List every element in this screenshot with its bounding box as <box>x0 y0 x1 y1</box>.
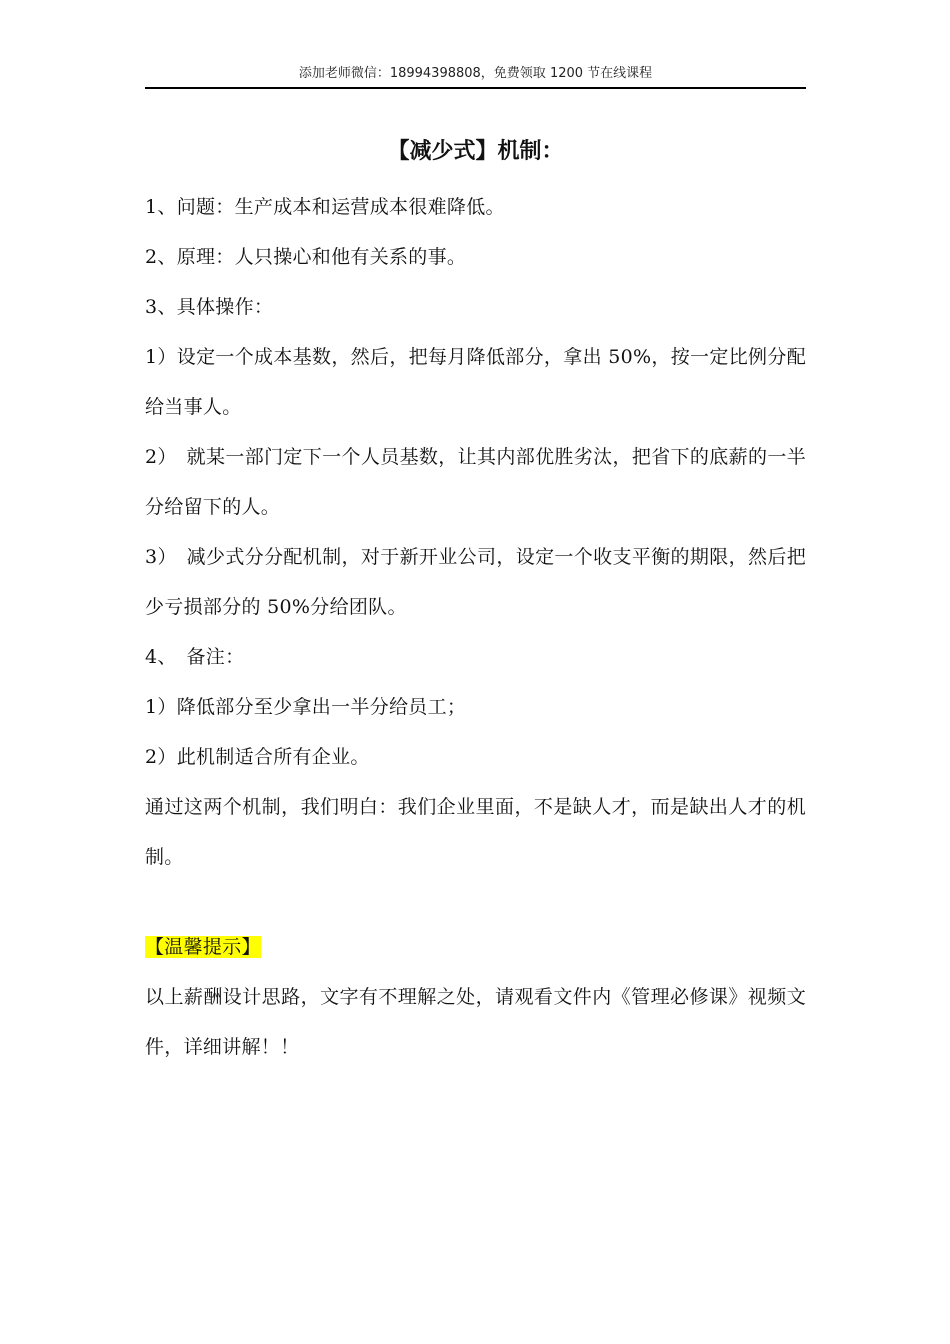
document-body <box>145 182 806 1072</box>
paragraph-note-2: 2）此机制适合所有企业。 <box>145 746 370 768</box>
page-header: 添加老师微信：18994398808，免费领取 1200 节在线课程 <box>298 66 653 81</box>
spacer <box>145 882 806 922</box>
paragraph-operation-heading: 3、具体操作： <box>145 296 274 318</box>
paragraph-problem: 1、问题：生产成本和运营成本很难降低。 <box>145 196 505 218</box>
paragraph-operation-1: 1）设定一个成本基数，然后，把每月降低部分，拿出 50%，按一定比例分配给当事人。 <box>145 346 806 418</box>
tip-text: 以上薪酬设计思路，文字有不理解之处，请观看文件内《管理必修课》视频文件，详细讲解！！ <box>145 986 806 1058</box>
paragraph-operation-3: 3） 减少式分分配机制，对于新开业公司，设定一个收支平衡的期限，然后把少亏损部分的 50%分给团队。 <box>145 546 806 618</box>
paragraph-notes-heading: 4、 备注： <box>145 646 245 668</box>
paragraph-principle: 2、原理：人只操心和他有关系的事。 <box>145 246 467 268</box>
tip-label: 【温馨提示】 <box>145 936 261 958</box>
paragraph-conclusion: 通过这两个机制，我们明白：我们企业里面，不是缺人才，而是缺出人才的机制。 <box>145 796 806 868</box>
paragraph-note-1: 1）降低部分至少拿出一半分给员工； <box>145 696 467 718</box>
paragraph-operation-2: 2） 就某一部门定下一个人员基数，让其内部优胜劣汰，把省下的底薪的一半分给留下的人。 <box>145 446 806 518</box>
page-title: 【减少式】机制： <box>387 139 564 164</box>
tip-label-line <box>145 922 806 972</box>
header-divider <box>145 87 806 89</box>
